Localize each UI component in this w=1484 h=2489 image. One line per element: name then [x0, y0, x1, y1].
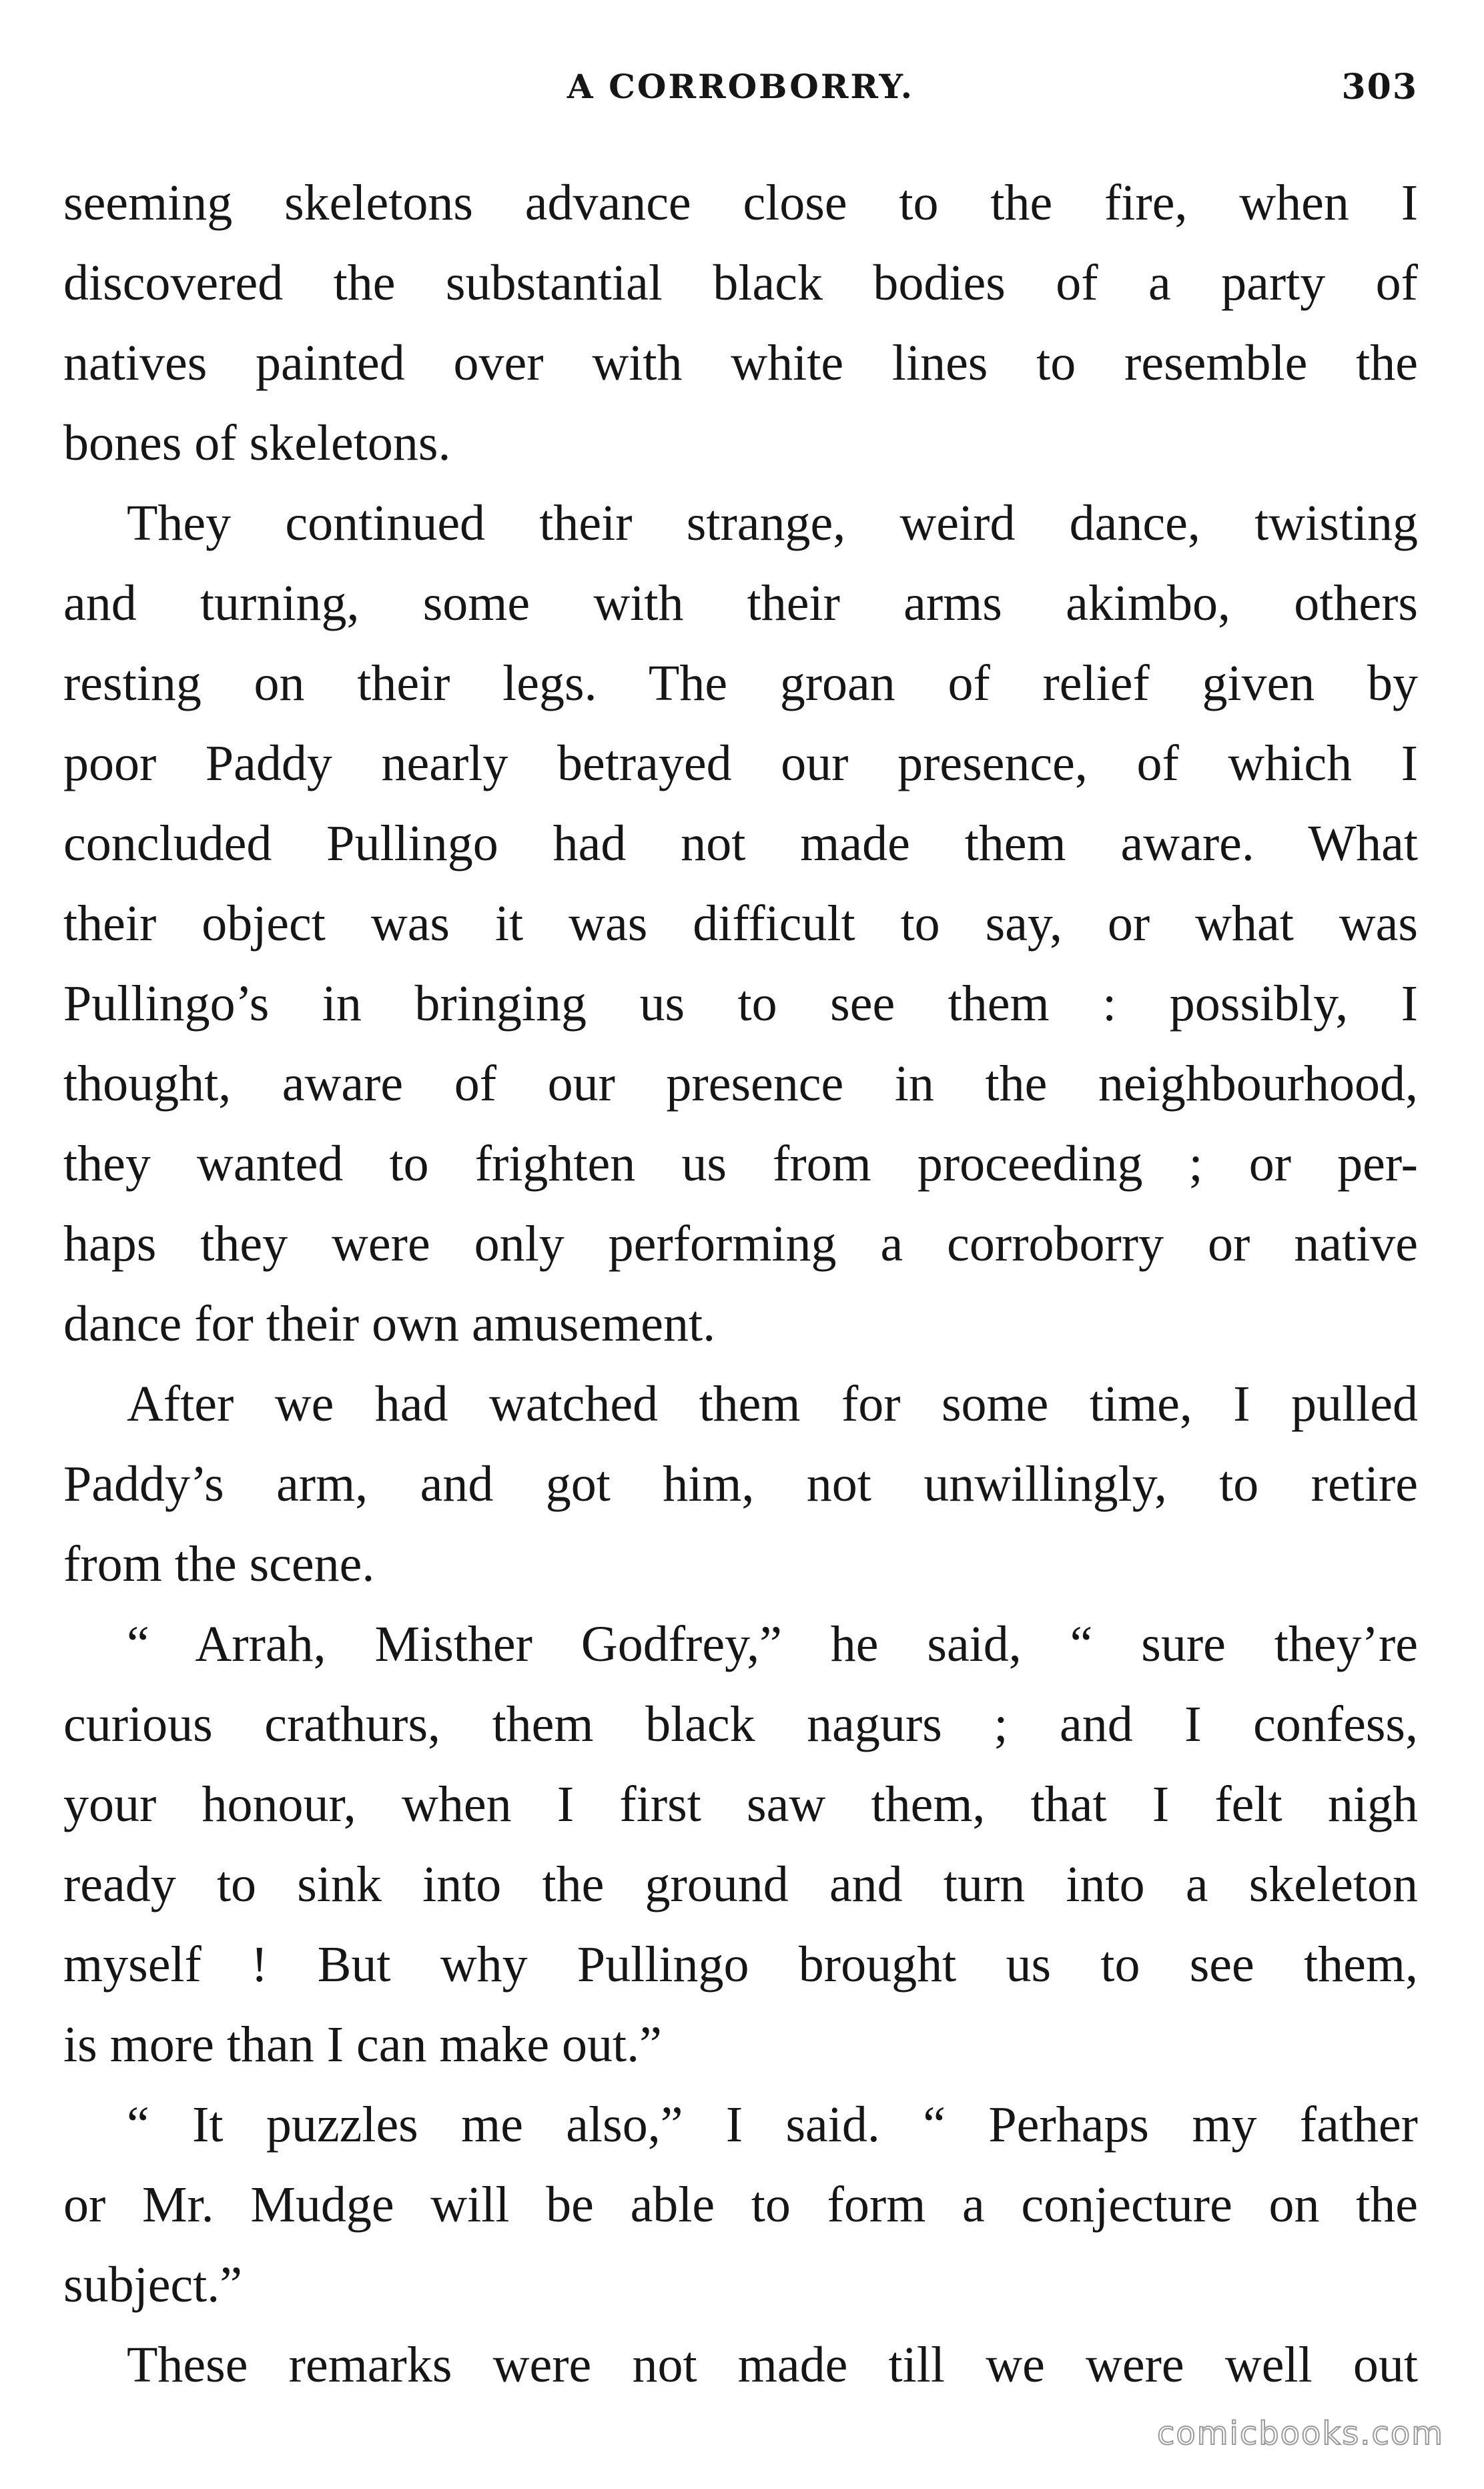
text-line: discovered the substantial black bodies of a party of: [63, 255, 1418, 311]
text-line: they wanted to frighten us from proceeding ; or per-: [63, 1136, 1418, 1192]
paragraph: [63, 2085, 1418, 2325]
paragraph: [63, 1364, 1418, 1604]
text-line: ready to sink into the ground and turn into a skeleton: [63, 1856, 1418, 1912]
chapter-running-title: A CORROBORRY.: [567, 67, 915, 106]
text-line: is more than I can make out.”: [63, 2017, 662, 2073]
text-line: “ It puzzles me also,” I said. “ Perhaps my father: [127, 2097, 1418, 2153]
watermark: comicbooks.com: [1156, 2415, 1444, 2452]
text-line: poor Paddy nearly betrayed our presence, of which I: [63, 735, 1418, 791]
text-line: dance for their own amusement.: [63, 1296, 716, 1352]
text-line: resting on their legs. The groan of relief given by: [63, 655, 1418, 711]
text-line: After we had watched them for some time, I pulled: [127, 1376, 1418, 1432]
text-line: curious crathurs, them black nagurs ; and I confess,: [63, 1696, 1418, 1752]
text-line: seeming skeletons advance close to the fire, when I: [63, 175, 1418, 231]
text-line: concluded Pullingo had not made them aware. What: [63, 815, 1418, 871]
text-line: thought, aware of our presence in the neighbourhood,: [63, 1056, 1418, 1112]
text-line: myself ! But why Pullingo brought us to see them,: [63, 1936, 1418, 1993]
text-line: “ Arrah, Misther Godfrey,” he said, “ sure they’re: [127, 1616, 1418, 1672]
paragraph: [63, 163, 1418, 483]
text-line: Pullingo’s in bringing us to see them : possibly, I: [63, 976, 1418, 1032]
text-line: subject.”: [63, 2257, 243, 2313]
text-line: These remarks were not made till we were well out: [127, 2337, 1418, 2393]
text-line: bones of skeletons.: [63, 415, 451, 471]
text-line: from the scene.: [63, 1536, 375, 1592]
text-line: Paddy’s arm, and got him, not unwillingly, to retire: [63, 1456, 1418, 1512]
paragraph: [63, 483, 1418, 1364]
text-line: your honour, when I first saw them, that I felt nigh: [63, 1776, 1418, 1832]
text-line: haps they were only performing a corroborry or native: [63, 1216, 1418, 1272]
text-line: They continued their strange, weird dance, twisting: [127, 495, 1418, 551]
body-text: [63, 163, 1418, 2405]
page-number: 303: [1341, 67, 1418, 107]
text-line: their object was it was difficult to say, or what was: [63, 896, 1418, 952]
text-line: or Mr. Mudge will be able to form a conjecture on the: [63, 2177, 1418, 2233]
paragraph: [63, 1604, 1418, 2085]
running-head: [63, 67, 1418, 120]
text-line: natives painted over with white lines to resemble the: [63, 335, 1418, 391]
text-line: and turning, some with their arms akimbo, others: [63, 575, 1418, 631]
paragraph: [63, 2325, 1418, 2405]
